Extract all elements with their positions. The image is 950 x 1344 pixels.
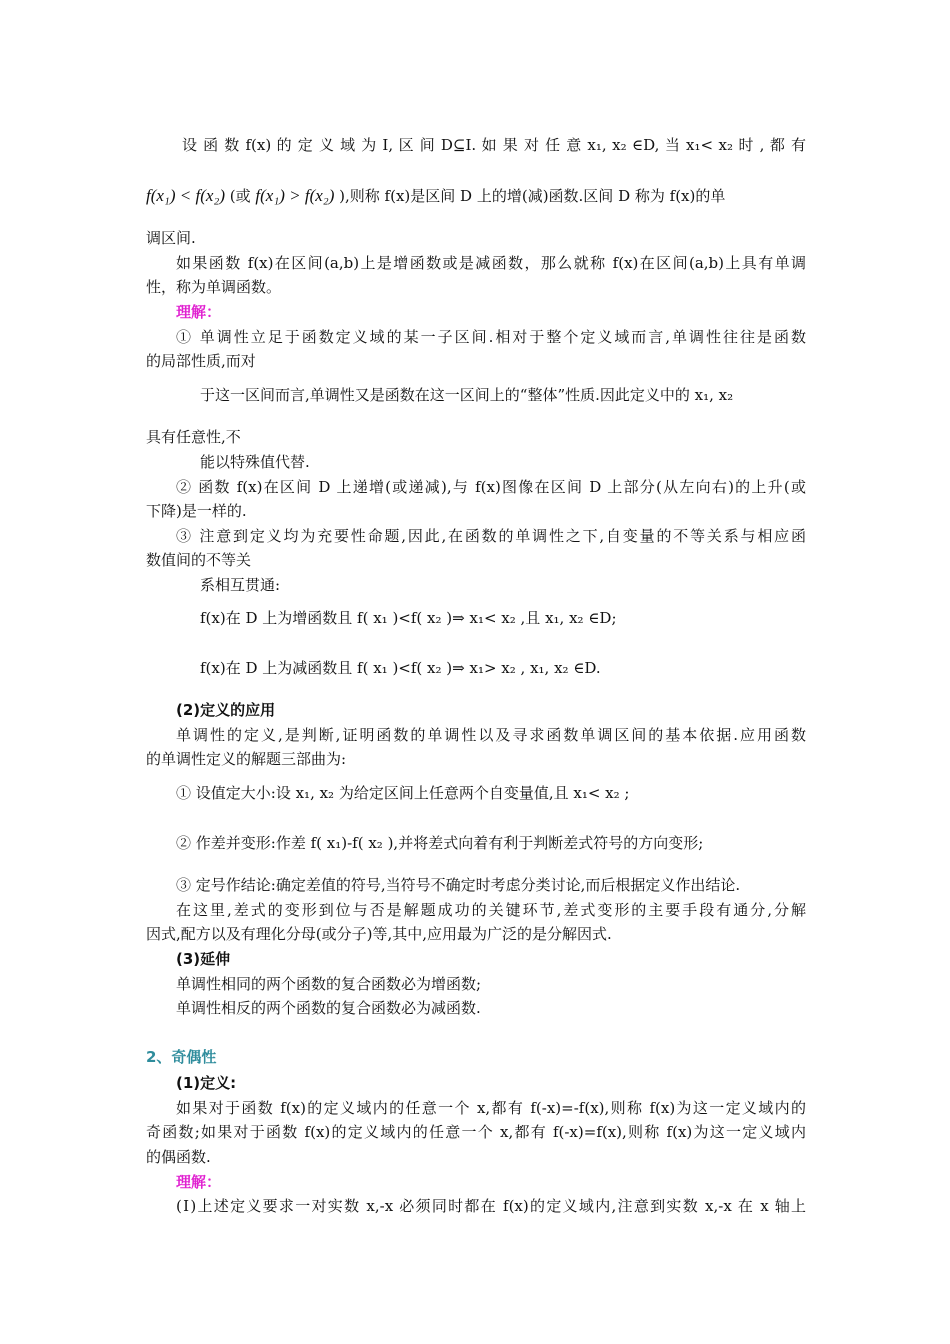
understanding-1-line-1: ① 单调性立足于函数定义域的某一子区间.相对于整个定义域而言,单调性往往是函数 [176,328,806,346]
inequality-decreasing: f(x₁) > f(x₂) [255,186,335,205]
parity-understanding-line-1: (Ⅰ)上述定义要求一对实数 x,-x 必须同时都在 f(x)的定义域内,注意到实数 x,-x 在 x 轴上 [176,1197,806,1215]
parity-definition-heading: (1)定义: [176,1074,237,1092]
increasing-condition: f(x)在 D 上为增函数且 f( x₁ )<f( x₂ )⇒ x₁< x₂ ,且 x₁, x₂ ∈D; [200,609,617,627]
extension-line-2: 单调性相反的两个函数的复合函数必为减函数. [176,999,481,1017]
parity-definition-line-3: 的偶函数. [146,1148,211,1166]
definition-line-2-tail: ),则称 f(x)是区间 D 上的增(减)函数.区间 D 称为 f(x)的单 [339,187,726,205]
application-heading: (2)定义的应用 [176,701,276,719]
understanding-1-line-4: 具有任意性,不 [146,428,241,446]
inequality-increasing: f(x₁) < f(x₂) [146,186,225,205]
extension-heading: (3)延伸 [176,950,231,968]
understanding-1-line-5: 能以特殊值代替. [200,453,310,471]
step-2: ② 作差并变形:作差 f( x₁)-f( x₂ ),并将差式向着有利于判断差式符号的方向变形; [176,834,704,852]
monotonic-paragraph-line-2: 性，称为单调函数。 [146,278,282,296]
understanding-3-line-1: ③ 注意到定义均为充要性命题,因此,在函数的单调性之下,自变量的不等关系与相应函 [176,527,806,545]
transform-paragraph-line-1: 在这里,差式的变形到位与否是解题成功的关键环节,差式变形的主要手段有通分,分解 [176,901,806,919]
monotonic-paragraph-line-1: 如果函数 f(x)在区间(a,b)上是增函数或是减函数，那么就称 f(x)在区间(a,b)上具有单调 [176,254,806,272]
understanding-2-line-2: 下降)是一样的. [146,502,247,520]
understanding-3-line-3: 系相互贯通: [200,576,281,594]
definition-line-2 [146,186,725,206]
decreasing-condition: f(x)在 D 上为减函数且 f( x₁ )<f( x₂ )⇒ x₁> x₂ , x₁, x₂ ∈D. [200,659,601,677]
parity-definition-line-2: 奇函数;如果对于函数 f(x)的定义域内的任意一个 x,都有 f(-x)=f(x),则称 f(x)为这一定义域内 [146,1123,806,1141]
application-line-2: 的单调性定义的解题三部曲为: [146,750,347,768]
extension-line-1: 单调性相同的两个函数的复合函数必为增函数; [176,975,482,993]
understanding-2-line-1: ② 函数 f(x)在区间 D 上递增(或递减),与 f(x)图像在区间 D 上部分(从左向右)的上升(或 [176,478,806,496]
definition-line-3: 调区间. [146,229,196,247]
transform-paragraph-line-2: 因式,配方以及有理化分母(或分子)等,其中,应用最为广泛的是分解因式. [146,925,612,943]
understanding-1-line-2: 的局部性质,而对 [146,352,256,370]
step-1: ① 设值定大小:设 x₁, x₂ 为给定区间上任意两个自变量值,且 x₁< x₂ ; [176,784,630,802]
application-line-1: 单调性的定义,是判断,证明函数的单调性以及寻求函数单调区间的基本依据.应用函数 [176,726,806,744]
parity-section-heading: 2、奇偶性 [146,1048,217,1066]
definition-line-1: 设 函 数 f(x) 的 定 义 域 为 I, 区 间 D⊆I. 如 果 对 任 意 x₁, x₂ ∈D, 当 x₁< x₂ 时 , 都 有 [182,136,806,154]
understanding-1-line-3: 于这一区间而言,单调性又是函数在这一区间上的“整体”性质.因此定义中的 x₁, x₂ [200,386,734,404]
understanding-heading-2: 理解： [176,1173,222,1191]
parity-definition-line-1: 如果对于函数 f(x)的定义域内的任意一个 x,都有 f(-x)=-f(x),则称 f(x)为这一定义域内的 [176,1099,806,1117]
understanding-3-line-2: 数值间的不等关 [146,551,252,569]
understanding-heading-1: 理解： [176,303,222,321]
step-3: ③ 定号作结论:确定差值的符号,当符号不确定时考虑分类讨论,而后根据定义作出结论. [176,876,741,894]
or-label: (或 [229,187,251,205]
